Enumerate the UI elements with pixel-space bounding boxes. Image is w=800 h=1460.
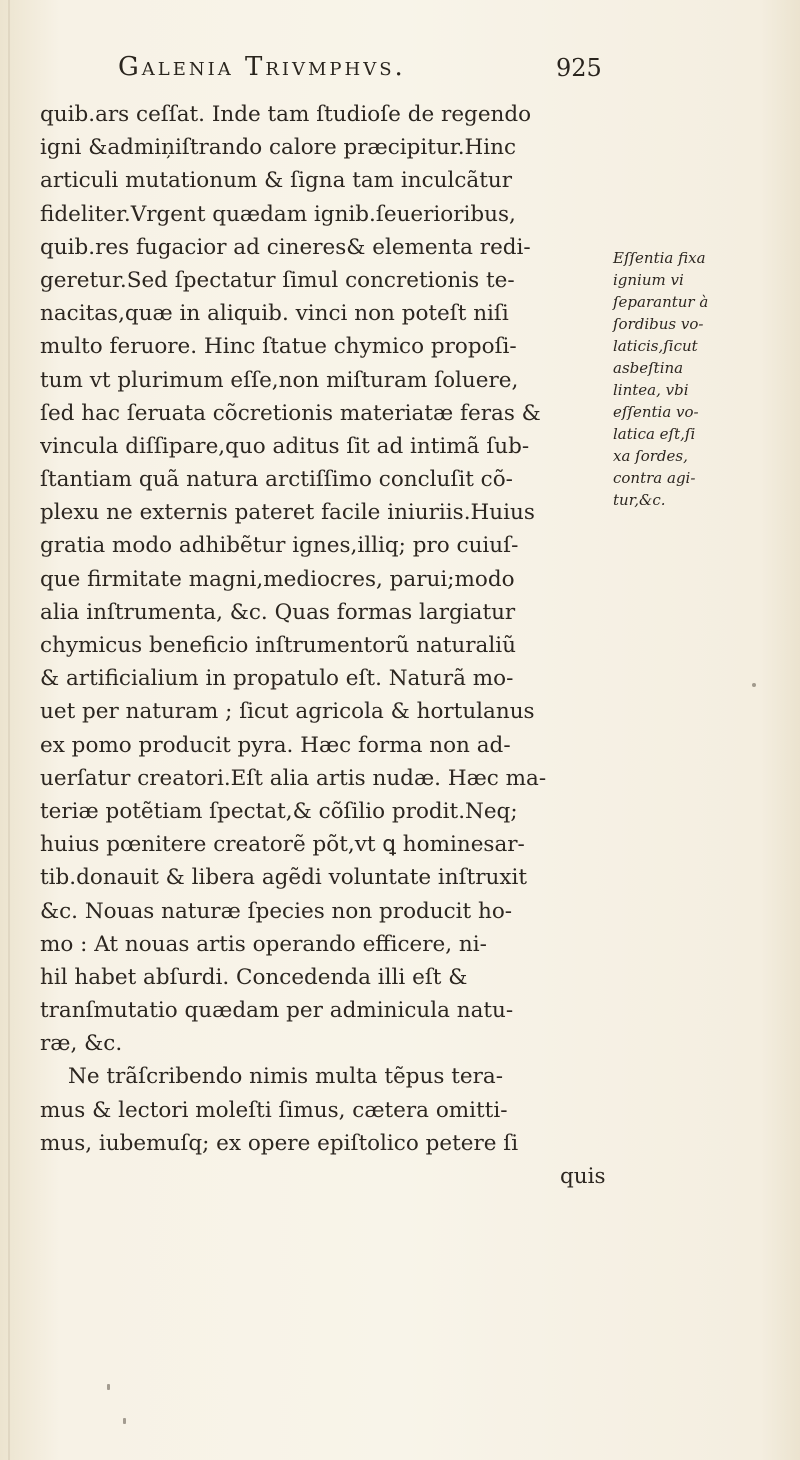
text-line: tib.donauit & libera agẽdi voluntate inſtruxit: [40, 865, 528, 891]
marginal-line: ignium vi: [613, 271, 684, 289]
text-line: nacitas,quæ in aliquib. vinci non poteſt niſi: [40, 301, 509, 327]
text-line: chymicus beneficio inſtrumentorũ naturaliũ: [40, 633, 516, 658]
marginal-line: eſſentia vo-: [613, 403, 699, 421]
marginal-line: lintea, vbi: [613, 381, 689, 399]
text-line: mus, iubemuſq; ex opere epiſtolico petere ſi: [40, 1130, 519, 1156]
marginal-note: [613, 247, 793, 511]
text-line: ræ, &c.: [40, 1031, 123, 1057]
marginal-line: latica eſt,ſi: [613, 425, 696, 443]
text-line: hil habet abſurdi. Concedenda illi eſt &: [40, 964, 468, 990]
text-line: Ne trãſcribendo nimis multa tẽpus tera-: [68, 1064, 503, 1090]
text-line: & artificialium in propatulo eſt. Naturã mo-: [40, 666, 514, 692]
text-line: plexu ne externis pateret facile iniuriis.Huius: [40, 500, 535, 526]
text-line: que firmitate magni,mediocres, parui;modo: [40, 566, 515, 592]
text-line: quib.res fugacior ad cineres& elementa redi-: [40, 234, 531, 260]
text-line: tranſmutatio quædam per adminicula natu-: [40, 998, 514, 1024]
main-text-block: [40, 98, 615, 1193]
text-line: &c. Nouas naturæ ſpecies non producit ho-: [40, 898, 513, 924]
text-line: teriæ potẽtiam ſpectat,& cõſilio prodit.Neq;: [40, 798, 518, 824]
text-line: mo : At nouas artis operando efficere, ni-: [40, 931, 487, 957]
marginal-line: xa ſordes,: [613, 447, 688, 465]
marginal-line: contra agi-: [613, 469, 696, 487]
ink-speck: [752, 683, 756, 687]
text-line: quib.ars ceſſat. Inde tam ſtudioſe de regendo: [40, 102, 532, 127]
text-line: geretur.Sed ſpectatur ſimul concretionis te-: [40, 267, 515, 293]
text-line: igni &admiņiſtrando calore præcipitur.Hinc: [40, 135, 517, 161]
text-line: fideliter.Vrgent quædam ignib.ſeuerioribus,: [40, 201, 516, 227]
catchword: quis: [560, 1164, 606, 1189]
text-line: uerſatur creatori.Eſt alia artis nudæ. Hæc ma-: [40, 765, 547, 791]
text-line: mus & lectori moleſti ſimus, cætera omitti-: [40, 1097, 508, 1123]
text-line: tum vt plurimum eſſe,non miſturam ſoluere,: [40, 367, 519, 393]
marginal-line: tur,&c.: [613, 491, 666, 509]
marginal-line: Eſſentia fixa: [613, 249, 706, 267]
ink-speck: [107, 1384, 110, 1390]
ink-speck: [123, 1418, 126, 1424]
text-line: gratia modo adhibẽtur ignes,illiq; pro cuiuſ-: [40, 533, 519, 559]
page-number: 925: [556, 54, 602, 82]
page-gutter: [8, 0, 10, 1460]
text-line: ſed hac ſeruata cõcretionis materiatæ feras &: [40, 400, 541, 426]
text-line: alia inſtrumenta, &c. Quas formas largiatur: [40, 599, 516, 625]
marginal-line: ſordibus vo-: [613, 315, 704, 333]
text-line: uet per naturam ; ſicut agricola & hortulanus: [40, 699, 535, 725]
text-line: huius pœnitere creatorẽ põt,vt ꝗ hominesar-: [40, 832, 525, 858]
text-line: vincula diſſipare,quo aditus ſit ad intimã ſub-: [40, 433, 530, 459]
text-line: articuli mutationum & ſigna tam inculcãtur: [40, 168, 513, 194]
text-line: multo feruore. Hinc ſtatue chymico propoſi-: [40, 334, 517, 360]
marginal-line: asbeſtina: [613, 359, 684, 377]
text-line: ſtantiam quã natura arctiſſimo concluſit cõ-: [40, 467, 513, 493]
text-line: ex pomo producit pyra. Hæc forma non ad-: [40, 732, 511, 758]
marginal-line: ſeparantur à: [613, 293, 709, 311]
running-title: Galenia Trivmphvs.: [118, 52, 406, 82]
marginal-line: laticis,ſicut: [613, 337, 698, 355]
